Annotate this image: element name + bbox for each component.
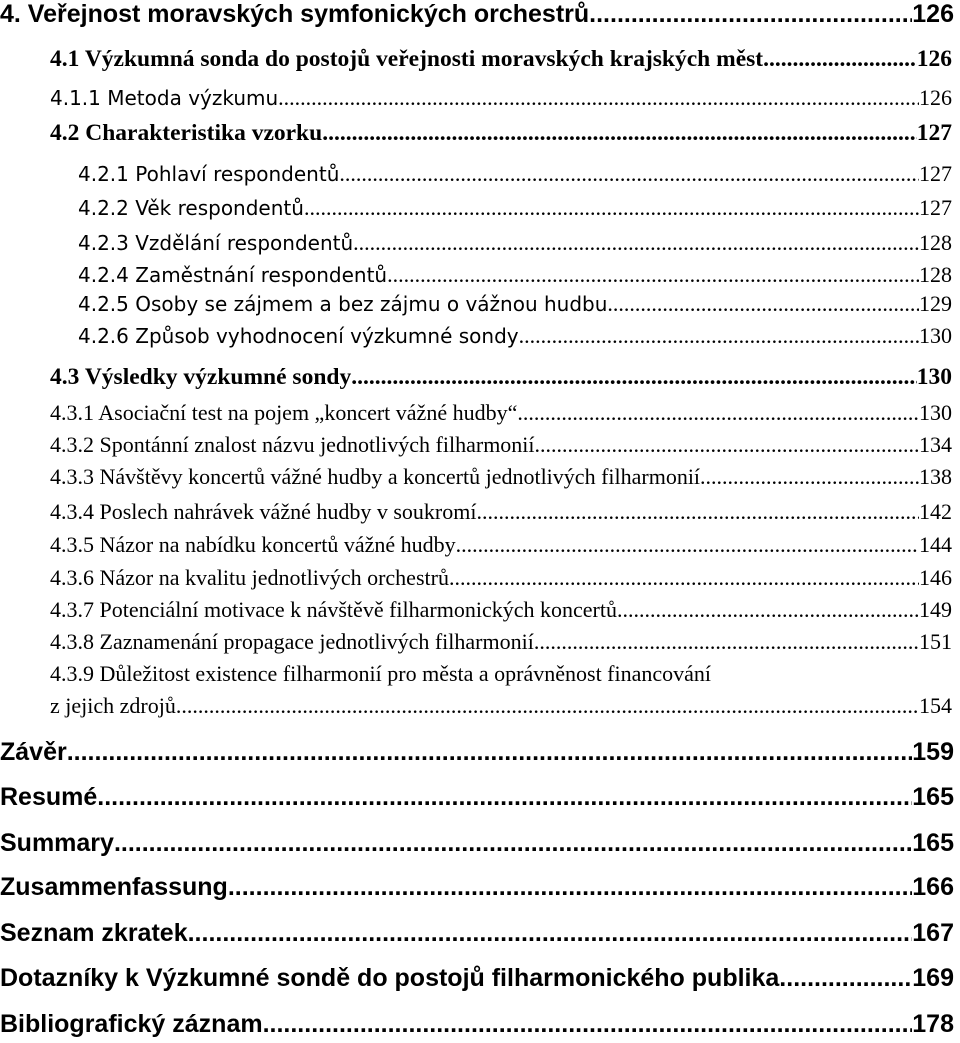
toc-entry-chapter-4[interactable]	[0, 0, 954, 30]
dot-leader	[519, 321, 919, 351]
dot-leader	[387, 260, 919, 290]
toc-page-number: 165	[912, 829, 954, 857]
dot-leader	[114, 827, 912, 859]
toc-page-number: 130	[919, 400, 952, 425]
dot-leader	[339, 159, 919, 189]
toc-entry-title: Resumé	[0, 783, 98, 811]
toc-page-number: 127	[916, 120, 952, 146]
toc-entry-title: 4.3.8 Zaznamenání propagace jednotlivých filharmonií	[50, 629, 534, 654]
dot-leader	[449, 563, 919, 593]
dot-leader	[97, 781, 912, 813]
toc-page-number: 134	[919, 432, 952, 457]
toc-page-number: 151	[919, 629, 952, 654]
dot-leader	[228, 871, 912, 903]
toc-entry-4-2[interactable]	[50, 118, 952, 148]
toc-page-number: 146	[919, 565, 952, 590]
toc-entry-4-2-3[interactable]	[78, 228, 952, 258]
toc-page-number: 129	[919, 291, 952, 316]
toc-entry-4-2-4[interactable]	[78, 260, 952, 290]
toc-entry-title: 4.3.3 Návštěvy koncertů vážné hudby a koncertů jednotlivých filharmonií	[50, 464, 701, 489]
dot-leader	[517, 398, 919, 428]
toc-entry-summary[interactable]	[0, 827, 954, 859]
toc-entry-4-2-2[interactable]	[78, 193, 952, 223]
toc-entry-dotazniky[interactable]	[0, 962, 954, 994]
toc-entry-title: Bibliografický záznam	[0, 1010, 263, 1038]
toc-entry-4-2-6[interactable]	[78, 321, 952, 351]
toc-entry-title: 4.2.4 Zaměstnání respondentů	[78, 263, 388, 287]
toc-entry-resume[interactable]	[0, 781, 954, 813]
toc-entry-title: 4.3.5 Názor na nabídku koncertů vážné hudby	[50, 532, 456, 557]
toc-entry-zaver[interactable]	[0, 736, 954, 768]
toc-entry-title: 4.3.6 Názor na kvalitu jednotlivých orchestrů	[50, 565, 449, 590]
toc-page-number: 127	[919, 195, 952, 220]
dot-leader	[763, 44, 917, 74]
toc-entry-title: Dotazníky k Výzkumné sondě do postojů filharmonického publika	[0, 964, 780, 992]
dot-leader	[476, 497, 919, 527]
toc-page-number: 154	[919, 693, 952, 718]
toc-page-number: 159	[912, 738, 954, 766]
toc-entry-4-3-9[interactable]	[50, 691, 952, 721]
toc-entry-4-2-5[interactable]	[78, 289, 952, 319]
dot-leader	[700, 462, 919, 492]
toc-entry-title: 4.3.1 Asociační test na pojem „koncert vážné hudby“	[50, 400, 518, 425]
toc-entry-4-3-6[interactable]	[50, 563, 952, 593]
toc-entry-4-3-8[interactable]	[50, 627, 952, 657]
toc-entry-bibliograficky-zaznam[interactable]	[0, 1008, 954, 1040]
toc-entry-4-1[interactable]	[50, 44, 952, 74]
toc-entry-title: 4.2.5 Osoby se zájmem a bez zájmu o vážnou hudbu	[78, 292, 608, 316]
toc-entry-4-3-2[interactable]	[50, 430, 952, 460]
toc-entry-title: Seznam zkratek	[0, 919, 188, 947]
toc-page-number: 138	[919, 464, 952, 489]
toc-entry-4-1-1[interactable]	[50, 83, 952, 113]
dot-leader	[456, 530, 919, 560]
toc-entry-4-3[interactable]	[50, 362, 952, 392]
dot-leader	[176, 691, 919, 721]
toc-entry-title: 4.2 Charakteristika vzorku	[50, 120, 323, 146]
toc-entry-4-3-9-first-line[interactable]: 4.3.9 Důležitost existence filharmonií pro města a oprávněnost financování	[50, 661, 712, 686]
dot-leader	[67, 736, 913, 768]
toc-entry-title: 4.2.2 Věk respondentů	[78, 196, 304, 220]
toc-page-number: 126	[919, 85, 952, 110]
toc-entry-title: 4. Veřejnost moravských symfonických orchestrů	[0, 0, 590, 28]
dot-leader	[535, 430, 919, 460]
toc-entry-title: 4.3.4 Poslech nahrávek vážné hudby v soukromí	[50, 499, 477, 524]
toc-page-number: 178	[912, 1010, 954, 1038]
toc-page-number: 128	[919, 262, 952, 287]
toc-entry-title: 4.3.7 Potenciální motivace k návštěvě filharmonických koncertů	[50, 597, 617, 622]
toc-page-number: 126	[912, 0, 954, 28]
toc-page-number: 149	[919, 597, 952, 622]
dot-leader	[353, 228, 919, 258]
dot-leader	[188, 917, 913, 949]
toc-entry-title: 4.1.1 Metoda výzkumu	[50, 86, 279, 110]
toc-entry-title: Zusammenfassung	[0, 873, 228, 901]
toc-page-number: 142	[919, 499, 952, 524]
dot-leader	[351, 362, 917, 392]
toc-entry-seznam-zkratek[interactable]	[0, 917, 954, 949]
toc-page-number: 126	[916, 46, 952, 72]
toc-entry-4-2-1[interactable]	[78, 159, 952, 189]
toc-entry-4-3-3[interactable]	[50, 462, 952, 492]
toc-page-number: 130	[919, 323, 952, 348]
dot-leader	[534, 627, 919, 657]
toc-entry-title: z jejich zdrojů	[50, 693, 176, 718]
dot-leader	[589, 0, 912, 30]
dot-leader	[779, 962, 912, 994]
toc-entry-title: 4.3.2 Spontánní znalost názvu jednotlivých filharmonií	[50, 432, 535, 457]
toc-entry-title: 4.1 Výzkumná sonda do postojů veřejnosti moravských krajských měst	[50, 46, 764, 72]
toc-page-number: 166	[912, 873, 954, 901]
dot-leader	[607, 289, 919, 319]
toc-page-number: 144	[919, 532, 952, 557]
toc-entry-4-3-4[interactable]	[50, 497, 952, 527]
toc-page-number: 165	[912, 783, 954, 811]
toc-entry-4-3-7[interactable]	[50, 595, 952, 625]
toc-entry-title: 4.2.6 Způsob vyhodnocení výzkumné sondy	[78, 324, 519, 348]
dot-leader	[617, 595, 919, 625]
toc-entry-title: Závěr	[0, 738, 67, 766]
toc-page-number: 127	[919, 161, 952, 186]
toc-page-number: 169	[912, 964, 954, 992]
toc-entry-4-3-1[interactable]	[50, 398, 952, 428]
toc-entry-4-3-5[interactable]	[50, 530, 952, 560]
toc-page-number: 128	[919, 230, 952, 255]
dot-leader	[278, 83, 919, 113]
toc-entry-zusammenfassung[interactable]	[0, 871, 954, 903]
dot-leader	[322, 118, 917, 148]
toc-page-number: 130	[916, 364, 952, 390]
toc-entry-title: 4.2.3 Vzdělání respondentů	[78, 231, 354, 255]
toc-entry-title: Summary	[0, 829, 114, 857]
toc-page-number: 167	[912, 919, 954, 947]
dot-leader	[304, 193, 919, 223]
toc-entry-title: 4.2.1 Pohlaví respondentů	[78, 162, 340, 186]
toc-entry-title: 4.3 Výsledky výzkumné sondy	[50, 364, 352, 390]
dot-leader	[263, 1008, 913, 1040]
